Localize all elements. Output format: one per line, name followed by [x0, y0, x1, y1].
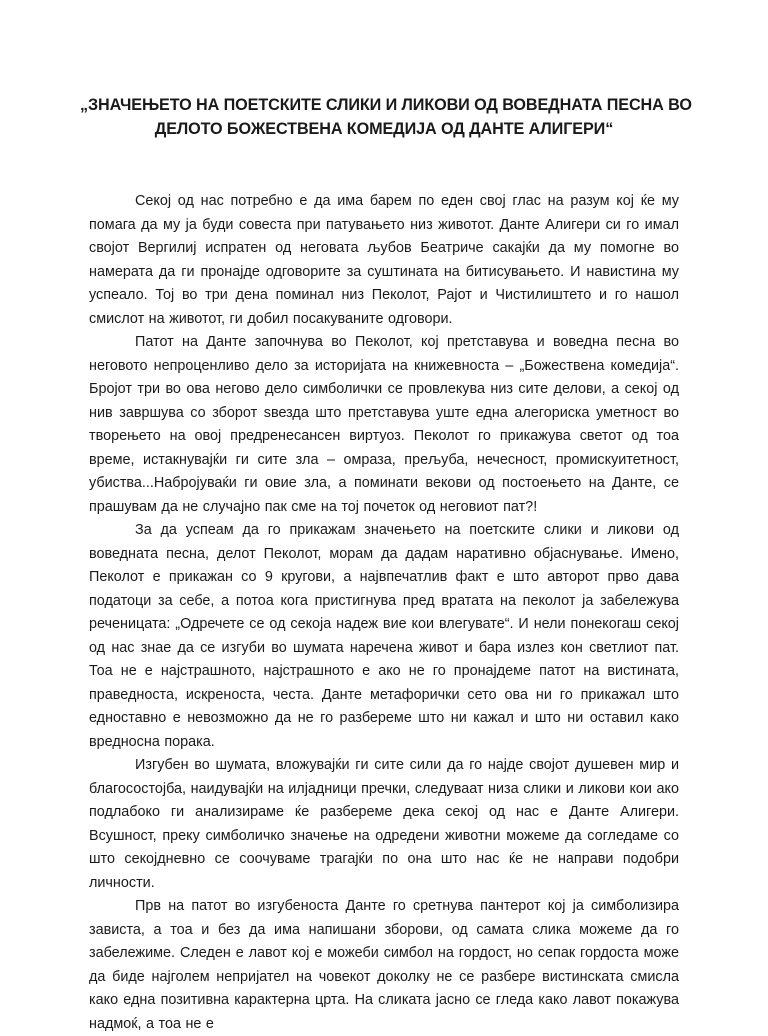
- title-line-2: ДЕЛОТО БОЖЕСТВЕНА КОМЕДИЈА ОД ДАНТЕ АЛИГЕРИ“: [154, 120, 614, 138]
- paragraph-4: Изгубен во шумата, вложувајќи ги сите сили да го најде својот душевен мир и благосостојба, наидувајќи на илјадници пречки, следуваат низа слики и ликови кои ако подлабоко ги анализираме ќе разбереме дека секој од нас е Данте Алигери. Всушност, преку симболичко значење на одредени животни можеме да согледаме со што секојдневно се соочуваме трагајќи по она што нас ќе не направи подобри личности.: [89, 757, 679, 891]
- document-body: [89, 190, 679, 1036]
- title-line-1: „ЗНАЧЕЊЕТО НА ПОЕТСКИТЕ СЛИКИ И ЛИКОВИ ОД ВОВЕДНАТА ПЕСНА ВО: [80, 96, 692, 114]
- document-title: [80, 93, 692, 141]
- paragraph-3: За да успеам да го прикажам значењето на поетските слики и ликови од воведната песна, делот Пеколот, морам да дадам наративно објаснување. Имено, Пеколот е прикажан со 9 кругови, а највпечатлив факт е што авторот прво дава податоци за себе, а потоа кога пристигнува пред вратата на пеколот ја забележува реченицата: „Одречете се од секоја надеж вие кои влегувате“. И нели понекогаш секој од нас знае да се изгуби во шумата наречена живот и бара излез кон светлиот пат. Тоа не е најстрашното, најстрашното е ако не го пронајдеме патот на вистината, праведноста, искреноста, честа. Данте метафорички сето ова ни го прикажал што едноставно е невозможно да не го разбереме што ни кажал и што ни оставил како вредносна порака.: [89, 522, 679, 750]
- paragraph-5: Прв на патот во изгубеноста Данте го сретнува пантерот кој ја симболизира зависта, а тоа и без да има напишани зборови, од самата слика можеме да го забележиме. Следен е лавот кој е можеби симбол на гордост, но сепак гордоста може да биде најголем непријател на човекот доколку не се разбере вистинската смисла како една позитивна карактерна црта. На сликата јасно се гледа како лавот покажува надмоќ, а тоа не е: [89, 898, 679, 1032]
- paragraph-2: Патот на Данте започнува во Пеколот, кој претставува и воведна песна во неговото непроценливо дело за историјата на книжевноста – „Божествена комедија“. Бројот три во ова негово дело симболички се провлекува низ сите делови, а секој од нив завршува со зборот ѕвезда што претставува уште една алегориска уметност во творењето на овој предренесансен виртуоз. Пеколот го прикажува светот од тоа време, истакнувајќи ги сите зла – омраза, прељуба, нечесност, промискуитетност, убиства...Набројуваќи ги овие зла, а поминати векови од постоењето на Данте, се прашувам да не случајно пак сме на тој почеток од неговиот пат?!: [89, 334, 679, 515]
- paragraph-1: Секој од нас потребно е да има барем по еден свој глас на разум кој ќе му помага да му ја буди совеста при патувањето низ животот. Данте Алигери си го имал својот Вергилиј испратен од неговата љубов Беатриче сакајќи да му помогне во намерата да ги пронајде одговорите за суштината на битисувањето. И навистина му успеало. Тој во три дена поминал низ Пеколот, Рајот и Чистилиштето и го нашол смислот на животот, ги добил посакуваните одговори.: [89, 193, 679, 327]
